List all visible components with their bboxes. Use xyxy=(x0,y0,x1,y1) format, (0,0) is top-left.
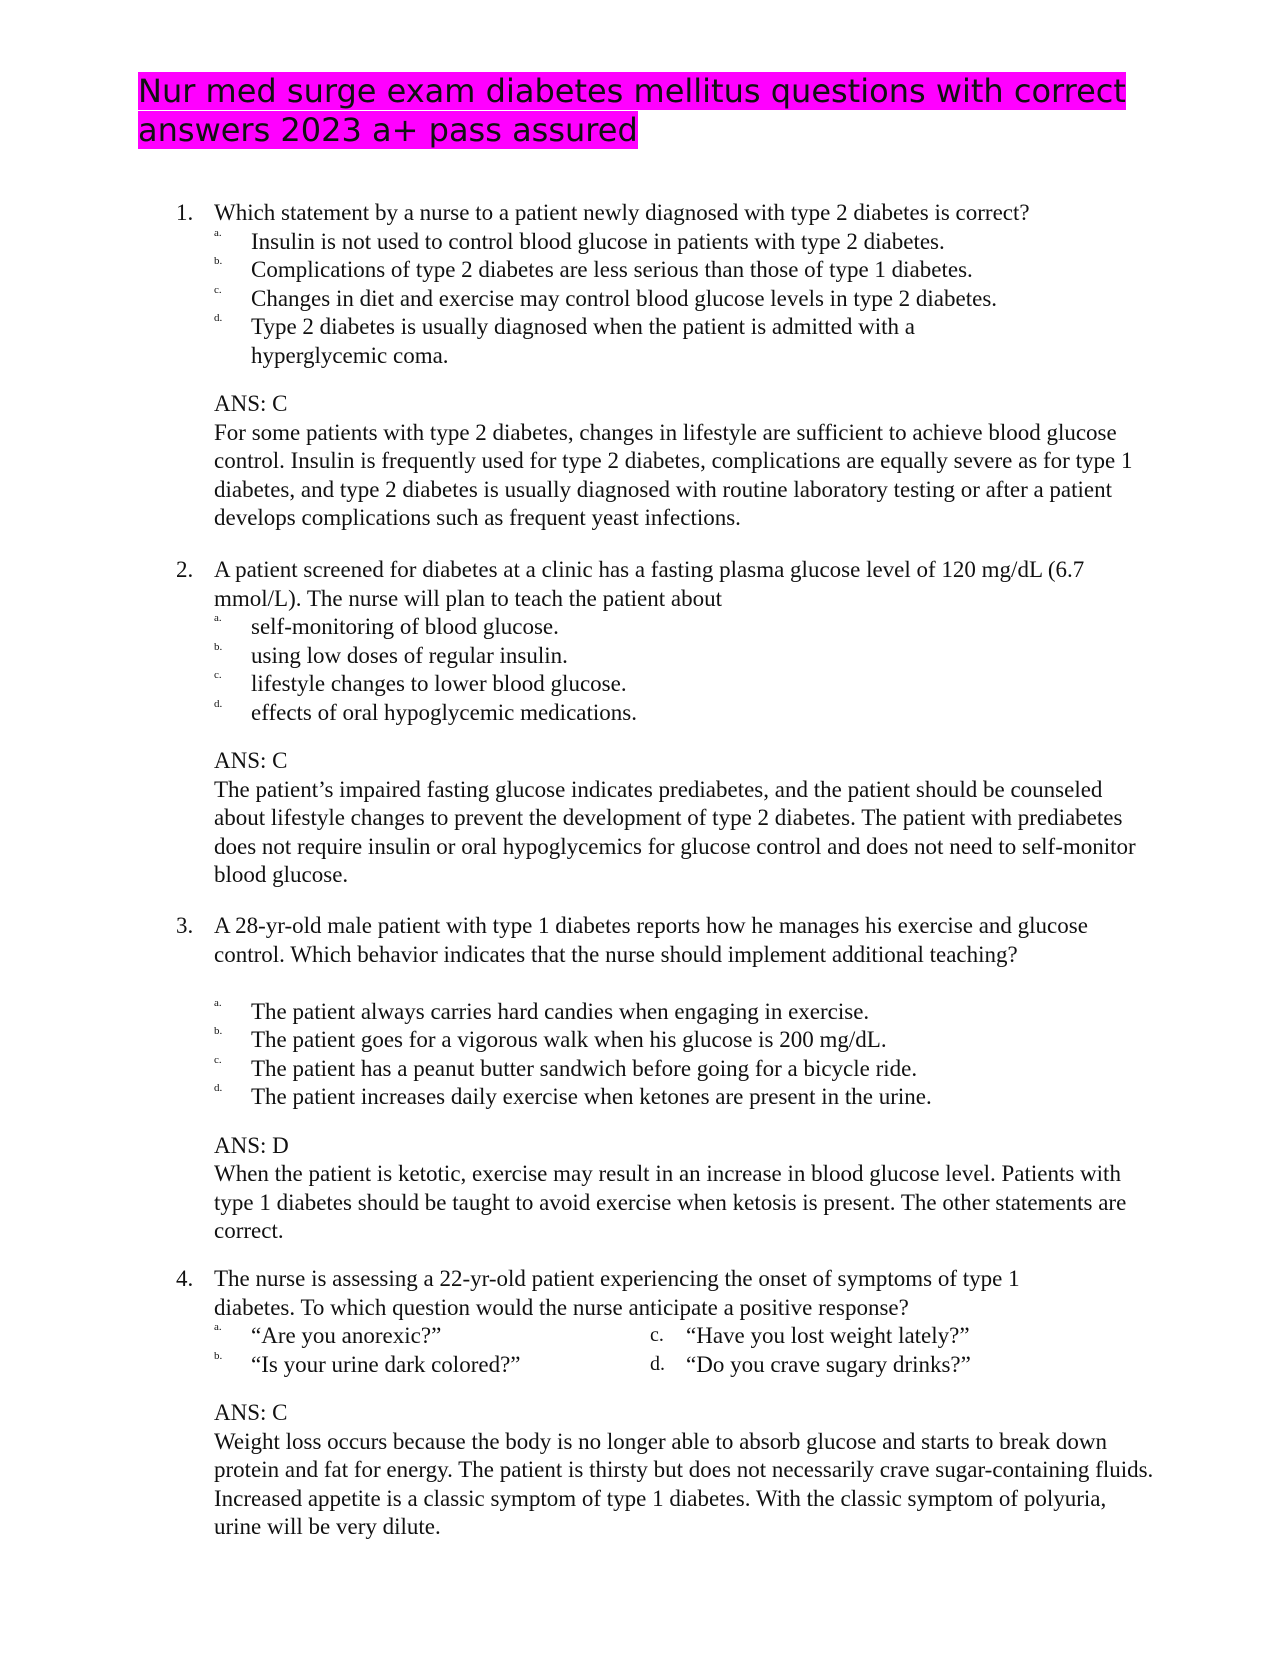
question-text: The nurse is assessing a 22-yr-old patient experiencing the onset of symptoms of type 1 diabetes. To which question would the nurse anticipate a positive response? xyxy=(214,1266,1020,1320)
question-number: 4. xyxy=(176,1266,194,1291)
option-d xyxy=(0,312,1280,368)
question-number: 2. xyxy=(176,557,194,582)
answer-explanation: Weight loss occurs because the body is no longer able to absorb glucose and starts to break down protein and fat for energy. The patient is thirsty but does not necessarily crave sugar-containing fluids. Increased appetite is a classic symptom of type 1 diabetes. With the classic symptom of polyuria, urine will be very dilute. xyxy=(214,1428,1154,1539)
option-a xyxy=(0,228,1280,257)
question-text: A 28-yr-old male patient with type 1 diabetes reports how he manages his exercise and glucose control. Which behavior indicates that the nurse should implement additional teaching? xyxy=(214,913,1088,967)
option-b xyxy=(0,1026,1280,1055)
option-letter: b. xyxy=(214,1025,223,1037)
option-a xyxy=(0,998,1280,1027)
option-letter: a. xyxy=(214,1321,222,1333)
answer-label: ANS: D xyxy=(214,1132,289,1158)
option-c xyxy=(0,670,1280,699)
option-letter: c. xyxy=(650,1324,664,1346)
option-text: lifestyle changes to lower blood glucose. xyxy=(251,671,627,696)
answer-label: ANS: C xyxy=(214,391,288,416)
option-text: Insulin is not used to control blood glucose in patients with type 2 diabetes. xyxy=(251,228,945,254)
option-text: Changes in diet and exercise may control blood glucose levels in type 2 diabetes. xyxy=(251,285,998,311)
option-a xyxy=(0,613,1280,642)
option-letter: c. xyxy=(214,669,222,681)
option-letter: b. xyxy=(214,640,223,653)
answer-label: ANS: C xyxy=(214,1400,288,1425)
option-letter: d. xyxy=(214,312,223,324)
option-letter: c. xyxy=(214,283,222,296)
option-text: Complications of type 2 diabetes are less serious than those of type 1 diabetes. xyxy=(251,257,973,282)
answer-explanation: For some patients with type 2 diabetes, changes in lifestyle are sufficient to achieve blood glucose control. Insulin is frequently used for type 2 diabetes, complications are equally severe as for type 1 diabetes, and type 2 diabetes is usually diagnosed with routine laboratory testing or after a patient develops complications such as frequent yeast infections. xyxy=(214,419,1133,530)
option-b xyxy=(0,642,1280,671)
option-text: using low doses of regular insulin. xyxy=(251,642,568,668)
option-text: The patient increases daily exercise when ketones are present in the urine. xyxy=(251,1084,932,1109)
option-letter: c. xyxy=(214,1053,222,1066)
option-letter: d. xyxy=(214,697,223,710)
option-letter: d. xyxy=(650,1352,665,1375)
option-letter: d. xyxy=(214,1082,223,1094)
option-d xyxy=(0,1351,1280,1380)
option-text: “Are you anorexic?” xyxy=(251,1323,442,1348)
option-d xyxy=(0,699,1280,728)
option-letter: b. xyxy=(214,1349,223,1362)
option-letter: a. xyxy=(214,226,222,239)
option-b xyxy=(0,256,1280,285)
question-text: A patient screened for diabetes at a clinic has a fasting plasma glucose level of 120 mg/dL (6.7 mmol/L). The nurse will plan to teach the patient about xyxy=(214,557,1085,611)
option-text: The patient goes for a vigorous walk when his glucose is 200 mg/dL. xyxy=(251,1027,887,1052)
document-title-text: Nur med surge exam diabetes mellitus questions with correct answers 2023 a+ pass assured xyxy=(138,72,1126,149)
answer-label: ANS: C xyxy=(214,748,288,773)
option-text: “Do you crave sugary drinks?” xyxy=(686,1351,971,1377)
question-text: Which statement by a nurse to a patient newly diagnosed with type 2 diabetes is correct? xyxy=(214,200,1030,225)
option-c xyxy=(0,1055,1280,1084)
option-c xyxy=(0,1322,1280,1351)
answer-explanation: The patient’s impaired fasting glucose indicates prediabetes, and the patient should be counseled about lifestyle changes to prevent the development of type 2 diabetes. The patient with prediabetes does not require insulin or oral hypoglycemics for glucose control and does not need to self-monitor blood glucose. xyxy=(214,776,1136,887)
option-text: “Have you lost weight lately?” xyxy=(686,1323,970,1348)
option-letter: b. xyxy=(214,255,223,267)
document-title xyxy=(138,72,1168,150)
option-letter: a. xyxy=(214,996,222,1009)
question-number: 3. xyxy=(176,913,194,938)
option-text: self-monitoring of blood glucose. xyxy=(251,614,559,639)
option-text: The patient has a peanut butter sandwich before going for a bicycle ride. xyxy=(251,1055,918,1081)
option-c xyxy=(0,285,1280,314)
question-number: 1. xyxy=(176,200,194,225)
option-text: “Is your urine dark colored?” xyxy=(251,1351,521,1377)
option-text: effects of oral hypoglycemic medications. xyxy=(251,699,637,725)
option-text: The patient always carries hard candies when engaging in exercise. xyxy=(251,998,870,1024)
option-text: Type 2 diabetes is usually diagnosed when the patient is admitted with a hyperglycemic coma. xyxy=(251,314,915,368)
option-d xyxy=(0,1083,1280,1112)
answer-explanation: When the patient is ketotic, exercise may result in an increase in blood glucose level. Patients with type 1 diabetes should be taught to avoid exercise when ketosis is present. The other statements are correct. xyxy=(214,1161,1127,1243)
option-letter: a. xyxy=(214,612,222,624)
